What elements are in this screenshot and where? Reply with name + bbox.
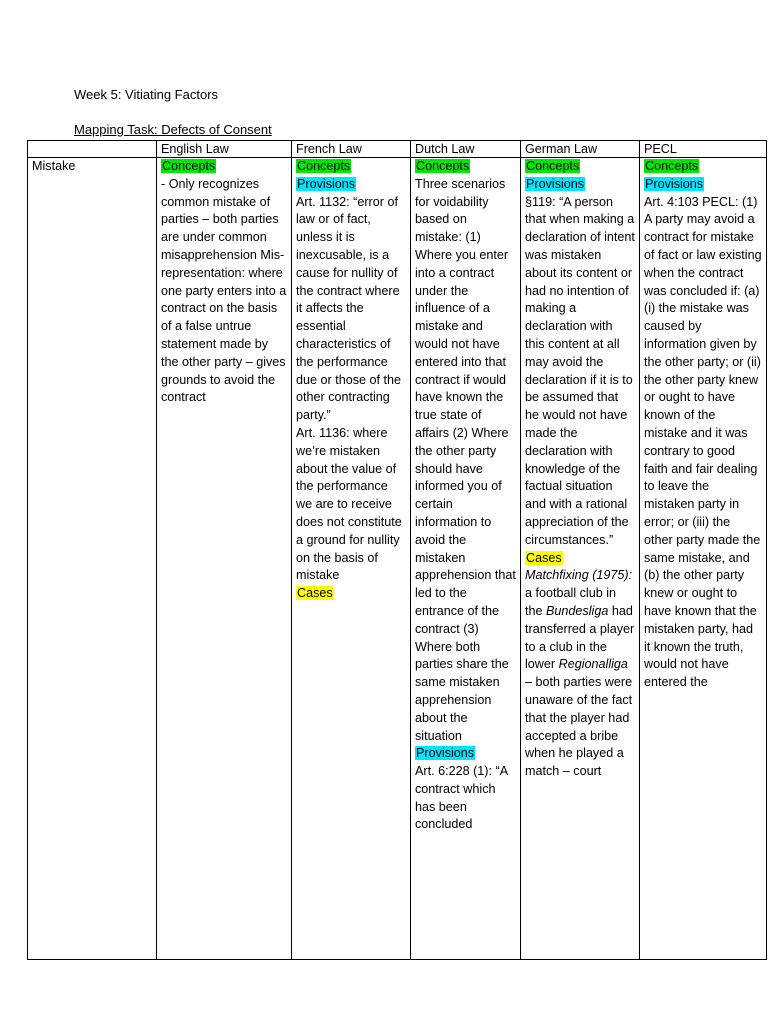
pecl-art-4-103: Art. 4:103 PECL: (1) A party may avoid a contract for mistake of fact or law existing when the contract was concluded if: (a) (i) the mistake was caused by information given by the other party; or (ii) the other party knew or ought to have known of the mistake and it was contrary to good faith and fair dealing to leave the mistaken party in error; or (iii) the other party made the same mistake, and (b) the other party knew or ought to have known that the mistaken party, had it known the truth, would not have entered the — [644, 194, 762, 690]
english-law-cell — [157, 158, 292, 960]
row-label: Mistake — [32, 159, 76, 173]
french-law-cell — [292, 158, 411, 960]
header-french-law: French Law — [292, 141, 411, 158]
cases-label: Cases — [526, 550, 562, 565]
concepts-label: Concepts — [526, 159, 580, 173]
header-pecl: PECL — [640, 141, 767, 158]
dutch-law-cell — [411, 158, 521, 960]
concepts-label: Concepts — [162, 159, 216, 173]
row-label-cell — [28, 158, 157, 960]
header-german-law: German Law — [521, 141, 640, 158]
page-title: Week 5: Vitiating Factors — [74, 87, 219, 102]
case-term: Bundesliga — [546, 603, 609, 618]
case-text: had transferred a player to a club in the lower — [525, 603, 635, 672]
provisions-label: Provisions — [645, 176, 704, 191]
header-dutch-law: Dutch Law — [411, 141, 521, 158]
cases-label: Cases — [297, 586, 333, 601]
dutch-art-6-228: Art. 6:228 (1): “A contract which has been concluded — [415, 764, 508, 832]
concepts-label: Concepts — [416, 159, 470, 173]
concepts-label: Concepts — [297, 159, 351, 173]
case-term: Regionalliga — [558, 657, 628, 672]
pecl-cell — [640, 158, 767, 960]
french-art-1132: Art. 1132: “error of law or of fact, unless it is inexcusable, is a cause for nullity of the contract where it affects the essential characteristics of the performance due or those of the other contracting party.” — [296, 194, 402, 423]
provisions-label: Provisions — [416, 746, 475, 761]
table-title: Mapping Task: Defects of Consent — [74, 122, 272, 137]
provisions-label: Provisions — [297, 176, 356, 191]
case-name: Matchfixing (1975): — [525, 568, 633, 583]
concepts-label: Concepts — [645, 159, 699, 173]
german-section-119: §119: “A person that when making a declaration of intent was mistaken about its content or had no intention of making a declaration with this content at all may avoid the declaration if it is to be assumed that he would not have made the declaration with knowledge of the factual situation and with a rational appreciation of the circumstances.” — [525, 194, 635, 547]
french-art-1136: Art. 1136: where we’re mistaken about the value of the performance we are to receive does not constitute a ground for nullity on the basis of mistake — [296, 425, 402, 583]
case-text: – both parties were unaware of the fact that the player had accepted a bribe when he played a match – court — [525, 675, 633, 779]
comparison-table — [27, 140, 767, 960]
table-row-mistake — [28, 158, 767, 960]
header-empty — [28, 141, 157, 158]
provisions-label: Provisions — [526, 176, 585, 191]
header-row — [28, 141, 767, 158]
header-english-law: English Law — [157, 141, 292, 158]
english-law-text: - Only recognizes common mistake of parties – both parties are under common misapprehension Mis-representation: where one party enters into a contract on the basis of a false untrue statement made by the other party – gives grounds to avoid the contract — [161, 176, 287, 405]
dutch-law-text: Three scenarios for voidability based on mistake: (1) Where you enter into a contract under the influence of a mistake and would not have entered into that contract if would have known the true state of affairs (2) Where the other party should have informed you of certain information to avoid the mistaken apprehension that led to the entrance of the contract (3) Where both parties share the same mistaken apprehension about the situation — [415, 176, 516, 743]
case-text: a football club in the — [525, 586, 617, 618]
german-law-cell — [521, 158, 640, 960]
